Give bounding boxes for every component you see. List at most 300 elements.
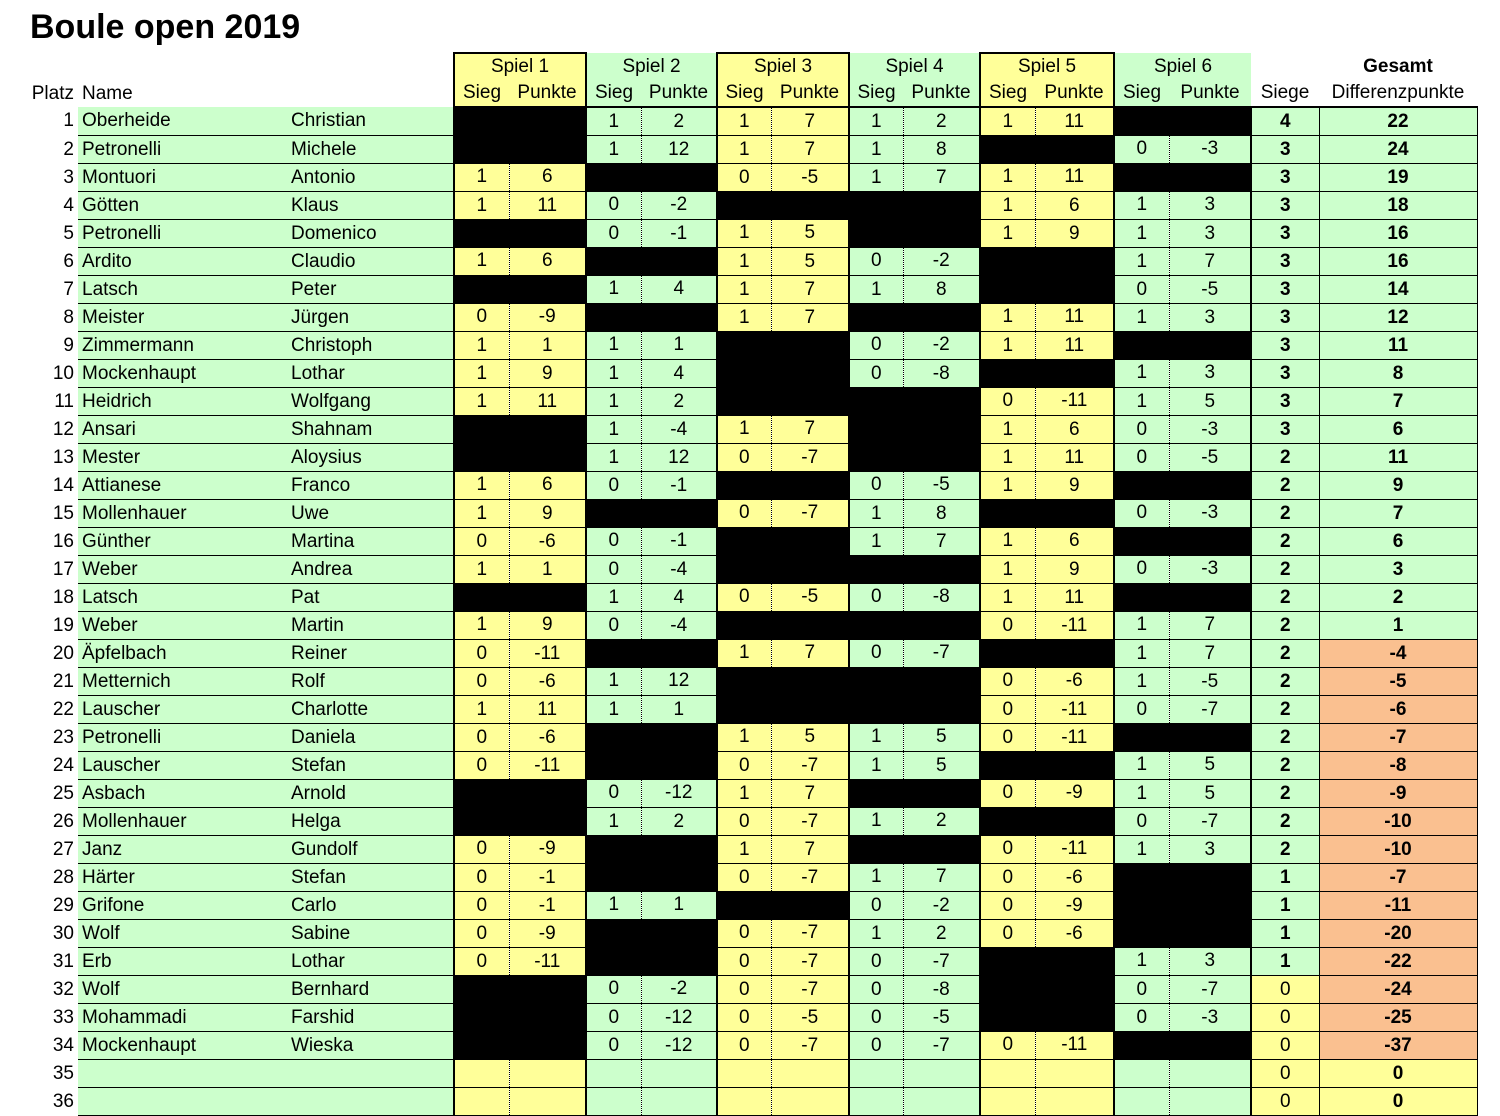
diff-cell: 11 — [1319, 444, 1477, 472]
diff-cell: 9 — [1319, 472, 1477, 500]
bye-cell — [586, 248, 641, 276]
last-name-cell: Janz — [78, 836, 291, 864]
sieg-cell: 1 — [1114, 948, 1169, 976]
punkte-cell — [1169, 1088, 1251, 1116]
punkte-header: Punkte — [509, 80, 586, 107]
punkte-cell: -1 — [641, 220, 717, 248]
siege-cell: 2 — [1251, 668, 1319, 696]
punkte-cell: -1 — [641, 472, 717, 500]
last-name-cell: Ansari — [78, 416, 291, 444]
sieg-cell: 1 — [980, 332, 1035, 360]
bye-cell — [849, 780, 903, 808]
last-name-cell: Latsch — [78, 584, 291, 612]
punkte-cell: -4 — [641, 612, 717, 640]
platz-cell: 10 — [52, 362, 74, 384]
sieg-cell: 1 — [849, 500, 903, 528]
platz-cell: 23 — [52, 726, 74, 748]
first-name-cell: Rolf — [291, 668, 454, 696]
sieg-cell: 1 — [454, 500, 509, 528]
punkte-cell — [903, 1060, 980, 1088]
sieg-cell: 1 — [1114, 248, 1169, 276]
punkte-cell: -12 — [641, 1004, 717, 1032]
bye-cell — [1169, 528, 1251, 556]
table-row — [0, 192, 1477, 220]
diff-cell: -22 — [1319, 948, 1477, 976]
punkte-cell — [509, 1088, 586, 1116]
siege-cell: 3 — [1251, 416, 1319, 444]
table-row — [0, 948, 1477, 976]
bye-cell — [509, 976, 586, 1004]
sieg-cell — [586, 1060, 641, 1088]
punkte-cell: 1 — [509, 556, 586, 584]
platz-cell: 22 — [52, 698, 74, 720]
sieg-cell: 0 — [454, 920, 509, 948]
punkte-cell — [903, 1088, 980, 1116]
sieg-cell: 1 — [717, 136, 771, 164]
siege-cell: 3 — [1251, 360, 1319, 388]
diff-cell: -6 — [1319, 696, 1477, 724]
last-name-cell: Erb — [78, 948, 291, 976]
punkte-cell: 6 — [509, 472, 586, 500]
game-header-6: Spiel 6 — [1114, 53, 1251, 80]
last-name-cell: Götten — [78, 192, 291, 220]
punkte-cell: -11 — [1035, 696, 1114, 724]
punkte-cell: 3 — [1169, 304, 1251, 332]
sieg-cell: 1 — [454, 472, 509, 500]
platz-cell: 18 — [52, 586, 74, 608]
bye-cell — [849, 444, 903, 472]
bye-cell — [509, 584, 586, 612]
bye-cell — [509, 107, 586, 136]
first-name-cell: Christian — [291, 107, 454, 136]
bye-cell — [454, 780, 509, 808]
sieg-cell: 1 — [717, 416, 771, 444]
punkte-cell: 5 — [903, 752, 980, 780]
sieg-cell: 0 — [454, 640, 509, 668]
table-row — [0, 360, 1477, 388]
sieg-cell: 1 — [717, 836, 771, 864]
sieg-cell: 1 — [980, 528, 1035, 556]
table-row — [0, 500, 1477, 528]
platz-cell: 9 — [63, 334, 74, 356]
bye-cell — [1114, 892, 1169, 920]
sieg-cell: 1 — [1114, 304, 1169, 332]
platz-cell: 24 — [52, 754, 74, 776]
sieg-cell: 0 — [1114, 276, 1169, 304]
bye-cell — [1035, 360, 1114, 388]
diff-cell: -10 — [1319, 836, 1477, 864]
punkte-cell: -7 — [771, 920, 849, 948]
bye-cell — [771, 360, 849, 388]
table-row — [0, 836, 1477, 864]
punkte-cell: -9 — [509, 836, 586, 864]
bye-cell — [849, 192, 903, 220]
sieg-cell: 0 — [980, 1032, 1035, 1060]
sieg-cell: 0 — [849, 332, 903, 360]
siege-cell: 2 — [1251, 500, 1319, 528]
punkte-cell: -5 — [903, 1004, 980, 1032]
diff-cell: 24 — [1319, 136, 1477, 164]
bye-cell — [454, 444, 509, 472]
punkte-cell: -9 — [1035, 780, 1114, 808]
bye-cell — [586, 752, 641, 780]
last-name-cell: Mockenhaupt — [78, 1032, 291, 1060]
platz-cell: 1 — [63, 110, 74, 132]
sieg-cell: 1 — [454, 332, 509, 360]
page-title: Boule open 2019 — [30, 8, 301, 46]
first-name-cell: Reiner — [291, 640, 454, 668]
bye-cell — [641, 752, 717, 780]
bye-cell — [1114, 107, 1169, 136]
punkte-cell: -5 — [771, 164, 849, 192]
bye-cell — [849, 220, 903, 248]
table-row — [0, 528, 1477, 556]
first-name-cell: Gundolf — [291, 836, 454, 864]
bye-cell — [509, 220, 586, 248]
punkte-cell: -7 — [903, 948, 980, 976]
sieg-cell: 0 — [849, 248, 903, 276]
platz-cell: 4 — [63, 194, 74, 216]
punkte-cell: -11 — [509, 752, 586, 780]
siege-cell: 2 — [1251, 640, 1319, 668]
sieg-cell: 0 — [717, 444, 771, 472]
punkte-cell: -11 — [1035, 388, 1114, 416]
punkte-cell: -1 — [509, 864, 586, 892]
sieg-cell — [980, 1088, 1035, 1116]
bye-cell — [903, 556, 980, 584]
bye-cell — [509, 780, 586, 808]
last-name-cell: Meister — [78, 304, 291, 332]
bye-cell — [1169, 920, 1251, 948]
bye-cell — [980, 948, 1035, 976]
siege-cell: 2 — [1251, 528, 1319, 556]
first-name-cell: Uwe — [291, 500, 454, 528]
sieg-cell: 0 — [1114, 444, 1169, 472]
sieg-cell: 0 — [1114, 416, 1169, 444]
last-name-cell — [78, 1088, 291, 1116]
sieg-cell: 1 — [1114, 752, 1169, 780]
table-row — [0, 248, 1477, 276]
punkte-header: Punkte — [1035, 80, 1114, 107]
bye-cell — [586, 724, 641, 752]
bye-cell — [641, 640, 717, 668]
sieg-cell: 1 — [586, 388, 641, 416]
punkte-cell: 8 — [903, 500, 980, 528]
platz-cell: 12 — [52, 418, 74, 440]
sieg-cell: 1 — [717, 640, 771, 668]
first-name-cell: Andrea — [291, 556, 454, 584]
siege-cell: 0 — [1251, 1032, 1319, 1060]
first-name-cell: Pat — [291, 584, 454, 612]
sieg-cell: 1 — [980, 107, 1035, 136]
sieg-cell: 1 — [586, 668, 641, 696]
bye-cell — [849, 668, 903, 696]
last-name-cell: Äpfelbach — [78, 640, 291, 668]
platz-cell: 3 — [63, 166, 74, 188]
punkte-cell: -3 — [1169, 556, 1251, 584]
table-row — [0, 220, 1477, 248]
punkte-cell: 11 — [1035, 304, 1114, 332]
punkte-cell: -7 — [771, 444, 849, 472]
platz-cell: 25 — [52, 782, 74, 804]
bye-cell — [641, 724, 717, 752]
punkte-cell: -5 — [771, 1004, 849, 1032]
punkte-cell: 7 — [903, 864, 980, 892]
bye-cell — [1114, 164, 1169, 192]
sieg-cell: 1 — [1114, 640, 1169, 668]
bye-cell — [980, 808, 1035, 836]
sieg-cell: 1 — [717, 107, 771, 136]
punkte-cell: 6 — [1035, 416, 1114, 444]
diff-cell: 18 — [1319, 192, 1477, 220]
punkte-cell: -12 — [641, 1032, 717, 1060]
punkte-cell: 1 — [641, 696, 717, 724]
last-name-cell: Latsch — [78, 276, 291, 304]
platz-cell: 32 — [52, 978, 74, 1000]
sieg-cell: 0 — [849, 892, 903, 920]
punkte-header: Punkte — [771, 80, 849, 107]
sieg-cell: 1 — [980, 584, 1035, 612]
bye-cell — [771, 388, 849, 416]
punkte-cell: 9 — [509, 612, 586, 640]
diff-cell: -8 — [1319, 752, 1477, 780]
bye-cell — [1035, 248, 1114, 276]
diff-cell: -11 — [1319, 892, 1477, 920]
sieg-cell: 1 — [454, 696, 509, 724]
punkte-cell: 6 — [1035, 528, 1114, 556]
bye-cell — [771, 332, 849, 360]
bye-cell — [586, 864, 641, 892]
table-row — [0, 164, 1477, 192]
table-row — [0, 976, 1477, 1004]
bye-cell — [903, 696, 980, 724]
last-name-cell: Petronelli — [78, 136, 291, 164]
bye-cell — [1035, 948, 1114, 976]
last-name-cell: Mollenhauer — [78, 808, 291, 836]
punkte-cell — [641, 1060, 717, 1088]
sieg-cell: 1 — [849, 107, 903, 136]
sieg-cell: 1 — [849, 164, 903, 192]
siege-cell: 0 — [1251, 1060, 1319, 1088]
platz-cell: 31 — [52, 950, 74, 972]
first-name-cell: Arnold — [291, 780, 454, 808]
last-name-cell: Mockenhaupt — [78, 360, 291, 388]
last-name-cell — [78, 1060, 291, 1088]
punkte-header: Punkte — [903, 80, 980, 107]
table-row — [0, 864, 1477, 892]
bye-cell — [849, 612, 903, 640]
bye-cell — [1114, 864, 1169, 892]
sieg-cell: 1 — [849, 528, 903, 556]
sieg-cell: 0 — [980, 696, 1035, 724]
sieg-cell: 0 — [1114, 976, 1169, 1004]
sieg-cell: 1 — [1114, 836, 1169, 864]
diff-cell: -10 — [1319, 808, 1477, 836]
last-name-cell: Asbach — [78, 780, 291, 808]
bye-cell — [980, 248, 1035, 276]
bye-cell — [641, 164, 717, 192]
siege-cell: 1 — [1251, 864, 1319, 892]
last-name-cell: Lauscher — [78, 696, 291, 724]
bye-cell — [903, 836, 980, 864]
bye-cell — [454, 584, 509, 612]
bye-cell — [586, 164, 641, 192]
punkte-cell: 2 — [641, 808, 717, 836]
sieg-cell: 0 — [849, 976, 903, 1004]
punkte-cell: -9 — [1035, 892, 1114, 920]
bye-cell — [1169, 892, 1251, 920]
sieg-cell: 0 — [717, 500, 771, 528]
punkte-cell: -5 — [771, 584, 849, 612]
bye-cell — [849, 416, 903, 444]
sieg-cell: 1 — [586, 696, 641, 724]
sieg-cell: 0 — [980, 920, 1035, 948]
siege-cell: 2 — [1251, 780, 1319, 808]
punkte-cell: 2 — [903, 808, 980, 836]
siege-header: Siege — [1251, 80, 1319, 107]
punkte-cell: -7 — [903, 1032, 980, 1060]
diff-cell: 11 — [1319, 332, 1477, 360]
last-name-cell: Ardito — [78, 248, 291, 276]
bye-cell — [1035, 276, 1114, 304]
first-name-cell — [291, 1088, 454, 1116]
header-row-columns — [0, 80, 1477, 107]
punkte-cell: -7 — [1169, 976, 1251, 1004]
first-name-cell: Wolfgang — [291, 388, 454, 416]
last-name-cell: Lauscher — [78, 752, 291, 780]
punkte-cell — [641, 1088, 717, 1116]
sieg-cell: 0 — [980, 724, 1035, 752]
table-row — [0, 752, 1477, 780]
bye-cell — [454, 276, 509, 304]
diff-cell: 6 — [1319, 416, 1477, 444]
diff-cell: 7 — [1319, 500, 1477, 528]
punkte-cell: -9 — [509, 920, 586, 948]
sieg-header: Sieg — [1114, 80, 1169, 107]
last-name-cell: Härter — [78, 864, 291, 892]
table-row — [0, 892, 1477, 920]
sieg-cell: 1 — [586, 416, 641, 444]
bye-cell — [717, 388, 771, 416]
diff-cell: -20 — [1319, 920, 1477, 948]
bye-cell — [717, 360, 771, 388]
table-row — [0, 640, 1477, 668]
bye-cell — [1169, 332, 1251, 360]
punkte-header: Punkte — [1169, 80, 1251, 107]
sieg-cell: 0 — [717, 808, 771, 836]
bye-cell — [586, 500, 641, 528]
bye-cell — [586, 948, 641, 976]
sieg-cell: 0 — [717, 976, 771, 1004]
sieg-cell: 0 — [717, 864, 771, 892]
last-name-cell: Petronelli — [78, 724, 291, 752]
sieg-cell: 0 — [980, 892, 1035, 920]
sieg-cell: 0 — [849, 640, 903, 668]
bye-cell — [586, 640, 641, 668]
bye-cell — [641, 864, 717, 892]
bye-cell — [641, 248, 717, 276]
first-name-cell: Lothar — [291, 360, 454, 388]
last-name-cell: Weber — [78, 556, 291, 584]
punkte-cell: 7 — [771, 416, 849, 444]
diff-cell: 1 — [1319, 612, 1477, 640]
platz-cell: 34 — [52, 1034, 74, 1056]
sieg-cell: 0 — [454, 948, 509, 976]
sieg-cell: 1 — [849, 920, 903, 948]
diff-cell: 19 — [1319, 164, 1477, 192]
punkte-cell: 7 — [771, 136, 849, 164]
bye-cell — [454, 1004, 509, 1032]
first-name-cell: Klaus — [291, 192, 454, 220]
bye-cell — [903, 304, 980, 332]
punkte-cell: 6 — [509, 164, 586, 192]
bye-cell — [980, 976, 1035, 1004]
sieg-cell: 0 — [980, 612, 1035, 640]
bye-cell — [980, 640, 1035, 668]
platz-cell: 11 — [54, 390, 74, 412]
table-row — [0, 1004, 1477, 1032]
sieg-cell: 1 — [849, 724, 903, 752]
punkte-cell — [509, 1060, 586, 1088]
sieg-cell: 1 — [717, 780, 771, 808]
bye-cell — [1169, 472, 1251, 500]
platz-cell: 7 — [63, 278, 74, 300]
sieg-cell: 0 — [454, 668, 509, 696]
punkte-cell: -5 — [1169, 276, 1251, 304]
punkte-cell: 6 — [509, 248, 586, 276]
punkte-cell: -2 — [903, 332, 980, 360]
punkte-cell: -7 — [1169, 808, 1251, 836]
sieg-cell: 1 — [717, 276, 771, 304]
punkte-cell: -11 — [1035, 1032, 1114, 1060]
game-header-5: Spiel 5 — [980, 53, 1114, 80]
first-name-cell: Peter — [291, 276, 454, 304]
platz-cell: 5 — [63, 222, 74, 244]
punkte-cell: -8 — [903, 976, 980, 1004]
punkte-cell: 7 — [771, 640, 849, 668]
first-name-cell: Martina — [291, 528, 454, 556]
differenzpunkte-header: Differenzpunkte — [1319, 80, 1477, 107]
sieg-cell: 0 — [586, 1032, 641, 1060]
siege-cell: 3 — [1251, 276, 1319, 304]
sieg-cell: 1 — [454, 612, 509, 640]
bye-cell — [1035, 640, 1114, 668]
punkte-cell: -5 — [903, 472, 980, 500]
siege-cell: 2 — [1251, 584, 1319, 612]
diff-cell: 3 — [1319, 556, 1477, 584]
last-name-cell: Mester — [78, 444, 291, 472]
table-row — [0, 304, 1477, 332]
first-name-cell — [291, 1060, 454, 1088]
bye-cell — [980, 1004, 1035, 1032]
sieg-cell: 1 — [586, 332, 641, 360]
punkte-cell: 1 — [509, 332, 586, 360]
bye-cell — [903, 416, 980, 444]
punkte-cell: 6 — [1035, 192, 1114, 220]
sieg-cell: 1 — [849, 136, 903, 164]
first-name-cell: Jürgen — [291, 304, 454, 332]
punkte-cell: 2 — [903, 107, 980, 136]
platz-cell: 21 — [52, 670, 74, 692]
sieg-cell: 1 — [454, 360, 509, 388]
punkte-cell — [1035, 1088, 1114, 1116]
sieg-header: Sieg — [980, 80, 1035, 107]
punkte-cell: -8 — [903, 360, 980, 388]
siege-cell: 4 — [1251, 107, 1319, 136]
sieg-cell: 0 — [849, 1032, 903, 1060]
results-table — [0, 52, 1478, 1116]
punkte-cell: 5 — [1169, 388, 1251, 416]
